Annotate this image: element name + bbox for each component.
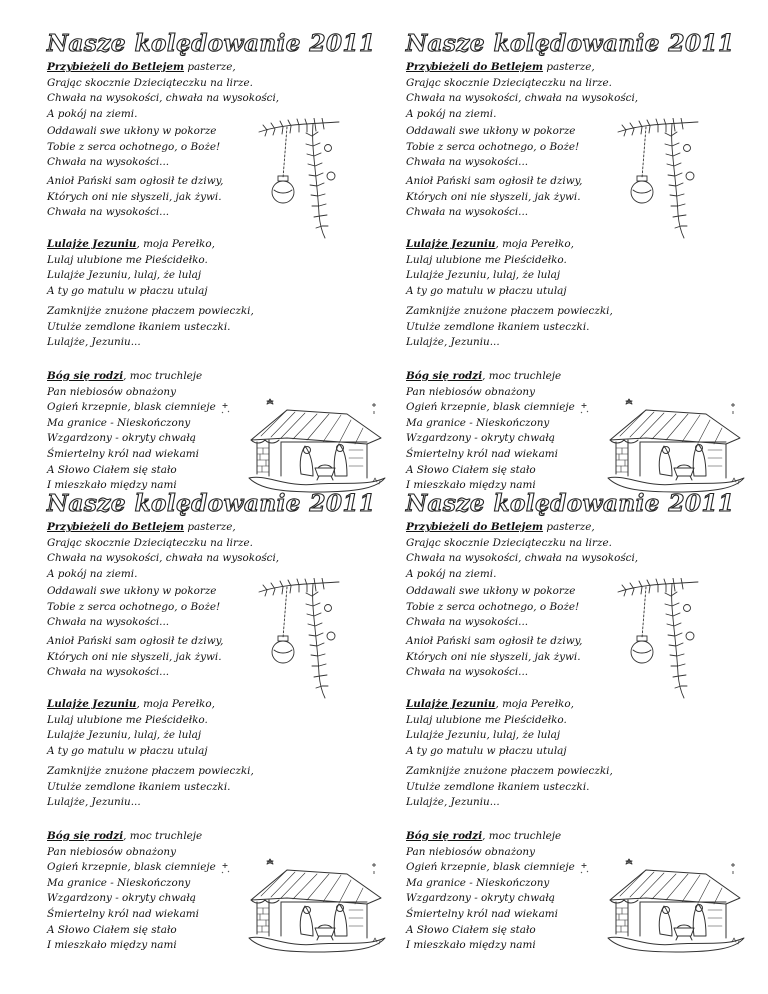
stanza-line: Ogień krzepnie, blask ciemnieje bbox=[47, 861, 216, 874]
carol-title: Bóg się rodzi bbox=[47, 830, 124, 842]
stanza-oddawali bbox=[406, 124, 579, 171]
stanza-line: Utulże zemdlone łkaniem usteczki. bbox=[47, 780, 231, 793]
stanza-oddawali bbox=[406, 584, 579, 631]
pine-branch-ornament-illustration bbox=[612, 578, 702, 700]
sparkle-icon bbox=[578, 862, 590, 876]
stanza-line: Utulże zemdlone łkaniem usteczki. bbox=[406, 780, 590, 793]
stanza-line: A pokój na ziemi. bbox=[406, 567, 497, 580]
stanza-first-line: Bóg się rodzi, moc truchleje bbox=[406, 370, 562, 382]
stanza-line: A ty go matulu w płaczu utulaj bbox=[47, 284, 208, 297]
stanza-przybiezeli bbox=[47, 520, 279, 582]
stanza-bog-sie-rodzi bbox=[47, 369, 216, 494]
stanza-line: A pokój na ziemi. bbox=[47, 567, 138, 580]
stanza-line: A Słowo Ciałem się stało bbox=[47, 923, 177, 936]
stanza-line: Chwała na wysokości, chwała na wysokości, bbox=[47, 552, 280, 565]
stanza-first-line: Oddawali swe ukłony w pokorze bbox=[406, 125, 576, 137]
stanza-bog-sie-rodzi bbox=[406, 829, 575, 954]
stanza-line: A pokój na ziemi. bbox=[47, 107, 138, 120]
stanza-line: Śmiertelny król nad wiekami bbox=[406, 907, 558, 920]
stanza-line: Lulaj ulubione me Pieścidełko. bbox=[47, 253, 208, 266]
stanza-line: A pokój na ziemi. bbox=[406, 107, 497, 120]
stanza-first-line: Zamknijże znużone płaczem powieczki, bbox=[47, 305, 254, 317]
carol-title: Bóg się rodzi bbox=[406, 830, 483, 842]
carol-title: Przybieżeli do Betlejem bbox=[406, 61, 544, 73]
stanza-first-line: Przybieżeli do Betlejem pasterze, bbox=[406, 521, 595, 533]
carol-title: Przybieżeli do Betlejem bbox=[47, 521, 185, 533]
stanza-line: Grając skocznie Dzieciąteczku na lirze. bbox=[406, 536, 612, 549]
carol-title: Lulajże Jezuniu bbox=[47, 238, 137, 250]
stanza-line: Których oni nie słyszeli, jak żywi. bbox=[47, 190, 222, 203]
sparkle-icon bbox=[219, 862, 231, 876]
stanza-line: A ty go matulu w płaczu utulaj bbox=[406, 284, 567, 297]
stanza-zamknijze bbox=[406, 764, 613, 811]
carol-title: Przybieżeli do Betlejem bbox=[406, 521, 544, 533]
stanza-line: Ma granice - Nieskończony bbox=[406, 416, 550, 429]
stanza-line: A Słowo Ciałem się stało bbox=[406, 923, 536, 936]
stanza-line: A ty go matulu w płaczu utulaj bbox=[47, 744, 208, 757]
stanza-zamknijze bbox=[47, 764, 254, 811]
stanza-line: Tobie z serca ochotnego, o Boże! bbox=[47, 600, 221, 613]
stanza-line: Śmiertelny król nad wiekami bbox=[47, 447, 199, 460]
stanza-line: Chwała na wysokości, chwała na wysokości, bbox=[47, 92, 280, 105]
stanza-aniol bbox=[47, 634, 223, 681]
stanza-line: Lulajże, Jezuniu... bbox=[406, 336, 500, 349]
stanza-line: Wzgardzony - okryty chwałą bbox=[406, 432, 555, 445]
stanza-line: I mieszkało między nami bbox=[47, 939, 177, 952]
stanza-line: I mieszkało między nami bbox=[406, 479, 536, 492]
stanza-first-line: Bóg się rodzi, moc truchleje bbox=[406, 830, 562, 842]
stanza-line: A ty go matulu w płaczu utulaj bbox=[406, 744, 567, 757]
stanza-aniol bbox=[47, 174, 223, 221]
carol-title: Lulajże Jezuniu bbox=[406, 238, 496, 250]
stanza-line: Tobie z serca ochotnego, o Boże! bbox=[406, 140, 580, 153]
carol-title: Bóg się rodzi bbox=[47, 370, 124, 382]
stanza-first-line: Anioł Pański sam ogłosił te dziwy, bbox=[47, 175, 224, 187]
stanza-first-line: Lulajże Jezuniu, moja Perełko, bbox=[47, 698, 215, 710]
carol-title: Bóg się rodzi bbox=[406, 370, 483, 382]
stanza-line: Chwała na wysokości... bbox=[406, 666, 529, 679]
stanza-aniol bbox=[406, 634, 582, 681]
nativity-stable-illustration bbox=[606, 858, 746, 953]
stanza-oddawali bbox=[47, 584, 220, 631]
stanza-lulajze bbox=[47, 237, 215, 299]
stanza-line: Lulajże, Jezuniu... bbox=[406, 796, 500, 809]
stanza-line: Wzgardzony - okryty chwałą bbox=[47, 892, 196, 905]
stanza-first-line: Bóg się rodzi, moc truchleje bbox=[47, 370, 203, 382]
stanza-first-line: Lulajże Jezuniu, moja Perełko, bbox=[47, 238, 215, 250]
stanza-line: Lulajże Jezuniu, lulaj, że lulaj bbox=[47, 729, 202, 742]
nativity-stable-illustration bbox=[247, 858, 387, 953]
stanza-zamknijze bbox=[406, 304, 613, 351]
stanza-line: Chwała na wysokości... bbox=[406, 156, 529, 169]
pine-branch-ornament-illustration bbox=[253, 578, 343, 700]
stanza-line: Ma granice - Nieskończony bbox=[47, 876, 191, 889]
stanza-line: Utulże zemdlone łkaniem usteczki. bbox=[47, 320, 231, 333]
stanza-lulajze bbox=[406, 237, 574, 299]
carol-card bbox=[406, 490, 746, 952]
carol-card bbox=[406, 30, 746, 492]
stanza-line: Grając skocznie Dzieciąteczku na lirze. bbox=[47, 536, 253, 549]
carol-card bbox=[47, 30, 387, 492]
stanza-line: Chwała na wysokości... bbox=[47, 616, 170, 629]
stanza-przybiezeli bbox=[406, 520, 638, 582]
stanza-line: Lulaj ulubione me Pieścidełko. bbox=[47, 713, 208, 726]
stanza-first-line: Oddawali swe ukłony w pokorze bbox=[47, 585, 217, 597]
stanza-first-line: Przybieżeli do Betlejem pasterze, bbox=[406, 61, 595, 73]
stanza-first-line: Lulajże Jezuniu, moja Perełko, bbox=[406, 238, 574, 250]
pine-branch-ornament-illustration bbox=[612, 118, 702, 240]
sparkle-icon bbox=[219, 402, 231, 416]
stanza-line: Tobie z serca ochotnego, o Boże! bbox=[406, 600, 580, 613]
stanza-first-line: Anioł Pański sam ogłosił te dziwy, bbox=[406, 635, 583, 647]
stanza-line: Których oni nie słyszeli, jak żywi. bbox=[406, 650, 581, 663]
card-title: Nasze kolędowanie 2011 bbox=[406, 490, 735, 517]
stanza-line: Lulajże, Jezuniu... bbox=[47, 796, 141, 809]
nativity-stable-illustration bbox=[247, 398, 387, 493]
stanza-zamknijze bbox=[47, 304, 254, 351]
stanza-line: Których oni nie słyszeli, jak żywi. bbox=[47, 650, 222, 663]
stanza-line: Tobie z serca ochotnego, o Boże! bbox=[47, 140, 221, 153]
stanza-bog-sie-rodzi bbox=[406, 369, 575, 494]
stanza-line: Lulaj ulubione me Pieścidełko. bbox=[406, 253, 567, 266]
stanza-line: Chwała na wysokości... bbox=[47, 206, 170, 219]
stanza-line: Chwała na wysokości... bbox=[406, 206, 529, 219]
stanza-bog-sie-rodzi bbox=[47, 829, 216, 954]
stanza-aniol bbox=[406, 174, 582, 221]
stanza-line: Chwała na wysokości, chwała na wysokości, bbox=[406, 92, 639, 105]
stanza-line: Pan niebiosów obnażony bbox=[47, 385, 176, 398]
stanza-line: Śmiertelny król nad wiekami bbox=[406, 447, 558, 460]
stanza-line: Utulże zemdlone łkaniem usteczki. bbox=[406, 320, 590, 333]
stanza-przybiezeli bbox=[406, 60, 638, 122]
stanza-line: Lulajże Jezuniu, lulaj, że lulaj bbox=[406, 729, 561, 742]
stanza-line: Chwała na wysokości... bbox=[47, 156, 170, 169]
stanza-first-line: Anioł Pański sam ogłosił te dziwy, bbox=[47, 635, 224, 647]
stanza-oddawali bbox=[47, 124, 220, 171]
stanza-line: Lulaj ulubione me Pieścidełko. bbox=[406, 713, 567, 726]
stanza-line: Ma granice - Nieskończony bbox=[406, 876, 550, 889]
stanza-line: Ogień krzepnie, blask ciemnieje bbox=[406, 861, 575, 874]
stanza-line: Chwała na wysokości... bbox=[47, 666, 170, 679]
stanza-line: Pan niebiosów obnażony bbox=[406, 845, 535, 858]
carol-title: Lulajże Jezuniu bbox=[406, 698, 496, 710]
stanza-first-line: Bóg się rodzi, moc truchleje bbox=[47, 830, 203, 842]
stanza-first-line: Lulajże Jezuniu, moja Perełko, bbox=[406, 698, 574, 710]
card-title: Nasze kolędowanie 2011 bbox=[406, 30, 735, 57]
stanza-first-line: Zamknijże znużone płaczem powieczki, bbox=[406, 765, 613, 777]
stanza-line: A Słowo Ciałem się stało bbox=[47, 463, 177, 476]
stanza-first-line: Przybieżeli do Betlejem pasterze, bbox=[47, 61, 236, 73]
stanza-lulajze bbox=[47, 697, 215, 759]
pine-branch-ornament-illustration bbox=[253, 118, 343, 240]
stanza-line: Chwała na wysokości, chwała na wysokości, bbox=[406, 552, 639, 565]
carol-card bbox=[47, 490, 387, 952]
stanza-line: Pan niebiosów obnażony bbox=[47, 845, 176, 858]
stanza-first-line: Anioł Pański sam ogłosił te dziwy, bbox=[406, 175, 583, 187]
stanza-line: Wzgardzony - okryty chwałą bbox=[406, 892, 555, 905]
stanza-line: Wzgardzony - okryty chwałą bbox=[47, 432, 196, 445]
stanza-przybiezeli bbox=[47, 60, 279, 122]
stanza-line: Pan niebiosów obnażony bbox=[406, 385, 535, 398]
stanza-line: Chwała na wysokości... bbox=[406, 616, 529, 629]
stanza-line: I mieszkało między nami bbox=[47, 479, 177, 492]
stanza-first-line: Przybieżeli do Betlejem pasterze, bbox=[47, 521, 236, 533]
stanza-line: Lulajże Jezuniu, lulaj, że lulaj bbox=[406, 269, 561, 282]
stanza-line: Grając skocznie Dzieciąteczku na lirze. bbox=[406, 76, 612, 89]
stanza-first-line: Zamknijże znużone płaczem powieczki, bbox=[47, 765, 254, 777]
nativity-stable-illustration bbox=[606, 398, 746, 493]
stanza-line: Śmiertelny król nad wiekami bbox=[47, 907, 199, 920]
stanza-line: Ma granice - Nieskończony bbox=[47, 416, 191, 429]
stanza-line: A Słowo Ciałem się stało bbox=[406, 463, 536, 476]
stanza-first-line: Zamknijże znużone płaczem powieczki, bbox=[406, 305, 613, 317]
card-title: Nasze kolędowanie 2011 bbox=[47, 490, 376, 517]
stanza-line: Grając skocznie Dzieciąteczku na lirze. bbox=[47, 76, 253, 89]
stanza-first-line: Oddawali swe ukłony w pokorze bbox=[406, 585, 576, 597]
carol-title: Przybieżeli do Betlejem bbox=[47, 61, 185, 73]
stanza-lulajze bbox=[406, 697, 574, 759]
stanza-line: Ogień krzepnie, blask ciemnieje bbox=[406, 401, 575, 414]
stanza-line: I mieszkało między nami bbox=[406, 939, 536, 952]
sparkle-icon bbox=[578, 402, 590, 416]
stanza-first-line: Oddawali swe ukłony w pokorze bbox=[47, 125, 217, 137]
stanza-line: Lulajże, Jezuniu... bbox=[47, 336, 141, 349]
stanza-line: Ogień krzepnie, blask ciemnieje bbox=[47, 401, 216, 414]
carol-title: Lulajże Jezuniu bbox=[47, 698, 137, 710]
card-title: Nasze kolędowanie 2011 bbox=[47, 30, 376, 57]
stanza-line: Których oni nie słyszeli, jak żywi. bbox=[406, 190, 581, 203]
stanza-line: Lulajże Jezuniu, lulaj, że lulaj bbox=[47, 269, 202, 282]
